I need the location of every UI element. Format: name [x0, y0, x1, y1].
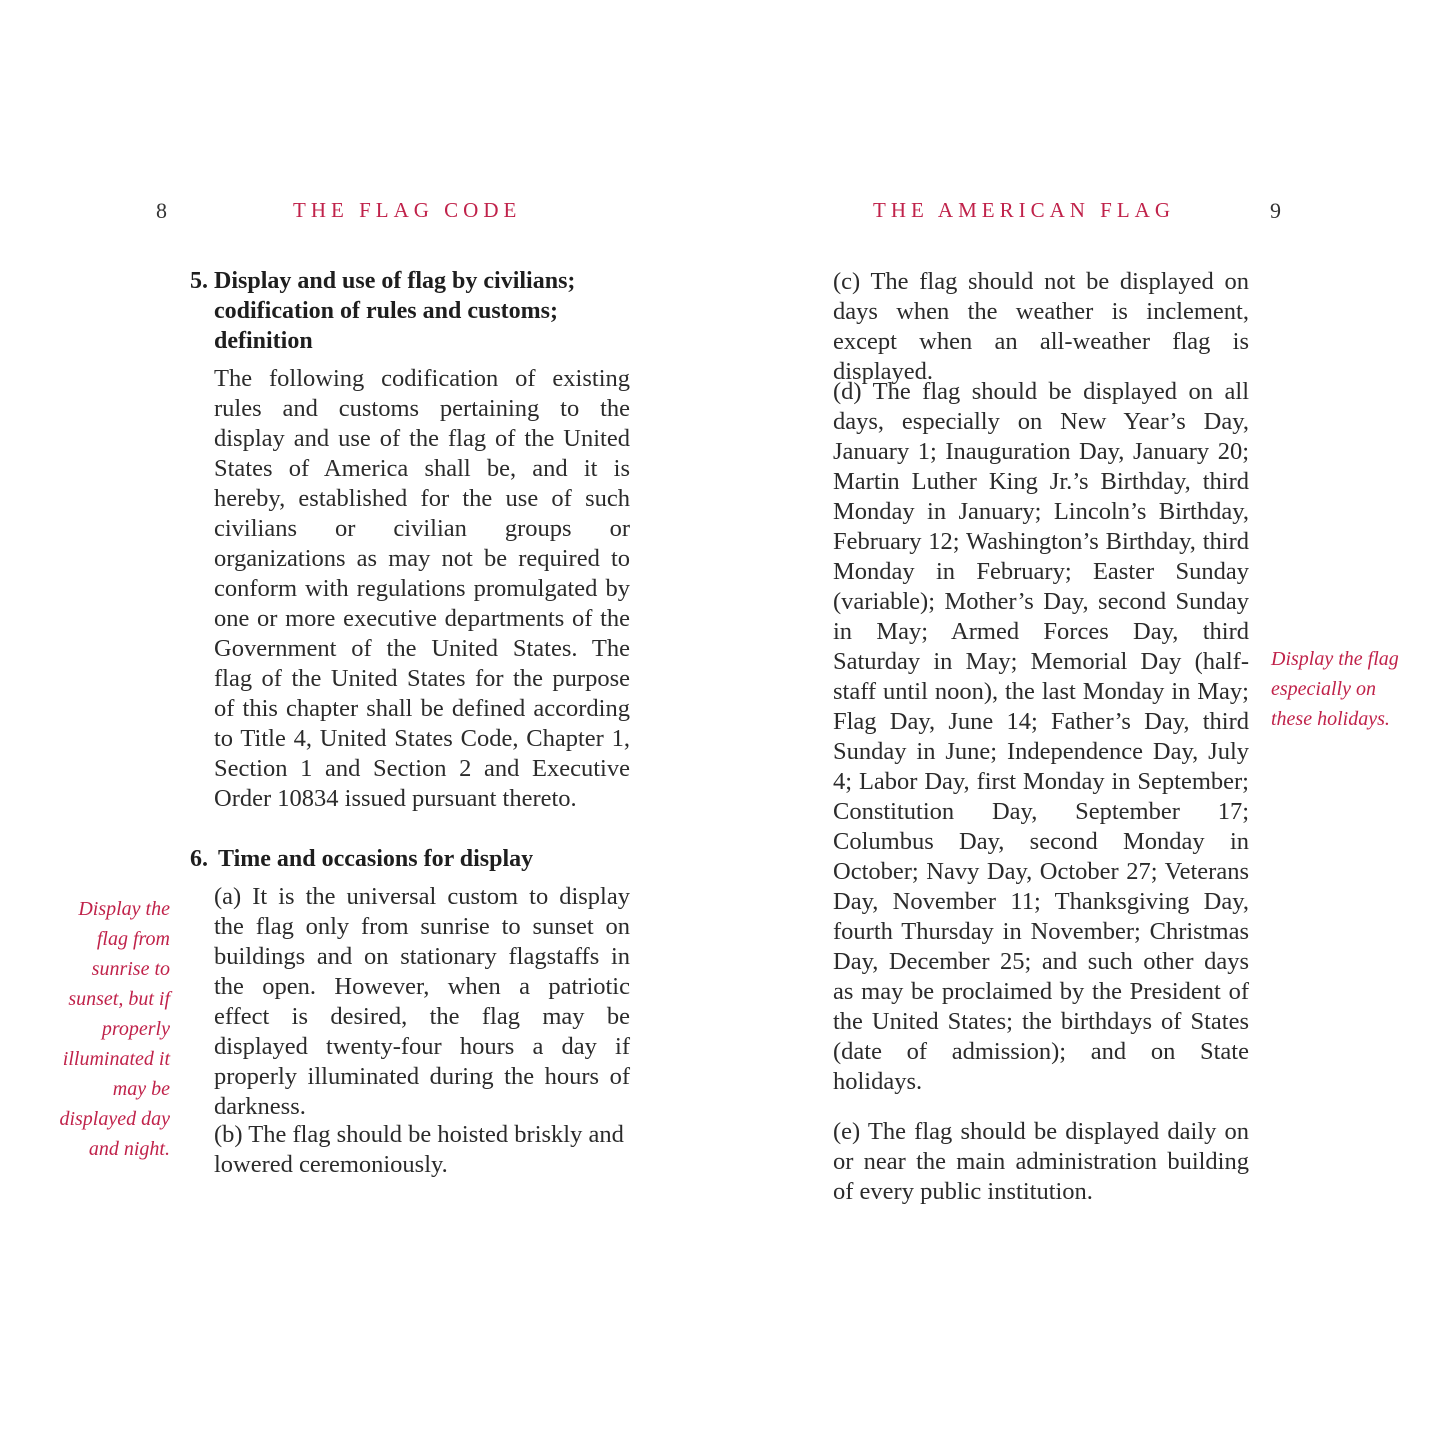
section-5-heading	[190, 266, 630, 356]
page-number-right: 9	[1270, 198, 1281, 223]
section-5-body: The following codification of existing rules and customs pertaining to the display and use of the flag of the United States of America shall be, and it is hereby, established for the use of such civilians or civilian groups or organizations as may not be required to conform with regulations promulgated by one or more executive departments of the Government of the United States. The flag of the United States for the purpose of this chapter shall be defined according to Title 4, United States Code, Chapter 1, Section 1 and Section 2 and Executive Order 10834 issued pursuant thereto.	[214, 365, 630, 812]
margin-note-right: Display the flag especially on these holidays.	[1271, 648, 1399, 730]
section-6-title: Time and occasions for display	[218, 846, 534, 872]
para-e: (e) The flag should be displayed daily on or near the main administration building of every public institution.	[833, 1118, 1249, 1205]
running-head-right: THE AMERICAN FLAG	[873, 198, 1176, 222]
para-c: (c) The flag should not be displayed on days when the weather is inclement, except when an all-weather flag is displayed.	[833, 268, 1249, 385]
section-5-title: Display and use of flag by civilians; codification of rules and customs; definition	[214, 268, 576, 354]
section-6-number: 6.	[190, 846, 208, 872]
section-6-heading	[190, 844, 630, 874]
margin-note-left: Display the flag from sunrise to sunset, but if properly illuminated it may be displayed day and night.	[59, 898, 170, 1160]
para-d: (d) The flag should be displayed on all days, especially on New Year’s Day, January 1; Inauguration Day, January 20; Martin Luther King Jr.’s Birthday, third Monday in January; Lincoln’s Birthday, February 12; Washington’s Birthday, third Monday in February; Easter Sunday (variable); Mother’s Day, second Sunday in May; Armed Forces Day, third Saturday in May; Memorial Day (half-staff until noon), the last Monday in May; Flag Day, June 14; Father’s Day, third Sunday in June; Independence Day, July 4; Labor Day, first Monday in September; Constitution Day, September 17; Columbus Day, second Monday in October; Navy Day, October 27; Veterans Day, November 11; Thanksgiving Day, fourth Thursday in November; Christmas Day, December 25; and such other days as may be proclaimed by the President of the United States; the birthdays of States (date of admission); and on State holidays.	[833, 378, 1249, 1095]
section-6-para-b: (b) The flag should be hoisted briskly and lowered ceremoniously.	[214, 1121, 624, 1178]
running-head-left: THE FLAG CODE	[293, 198, 522, 222]
page-number-left: 8	[156, 198, 167, 223]
section-5-number: 5.	[190, 268, 208, 294]
section-6-para-a: (a) It is the universal custom to display the flag only from sunrise to sunset on buildings and on stationary flagstaffs in the open. However, when a patriotic effect is desired, the flag may be displayed twenty-four hours a day if properly illuminated during the hours of darkness.	[214, 883, 630, 1120]
